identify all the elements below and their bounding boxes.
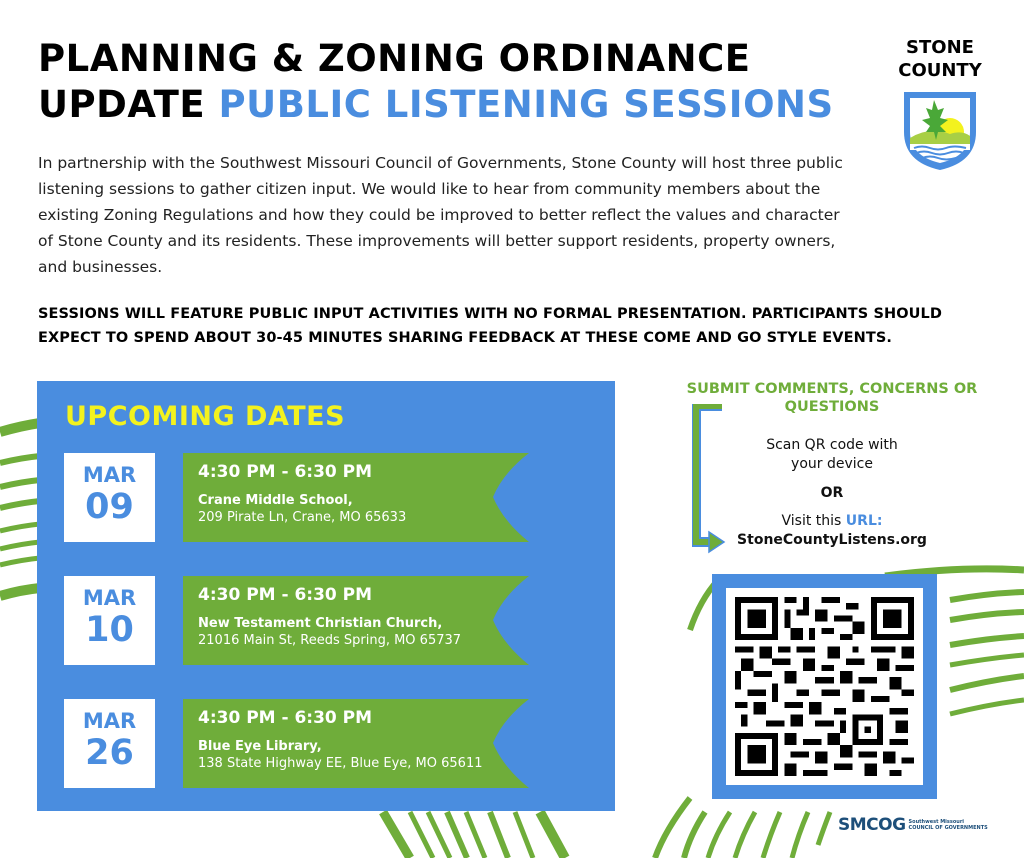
session-ribbon: [183, 576, 529, 665]
visit-text: Visit this: [781, 513, 846, 529]
county-shield-icon: [900, 90, 980, 172]
qr-code-area[interactable]: [726, 588, 923, 785]
submit-instructions: [664, 436, 1000, 550]
title-line-2-black: UPDATE: [38, 83, 219, 126]
sessions-notice: SESSIONS WILL FEATURE PUBLIC INPUT ACTIVITIES WITH NO FORMAL PRESENTATION. PARTICIPANTS SHOULD EXPECT TO SPEND ABOUT 30-45 MINUTES SHARING FEEDBACK AT THESE COME AND GO STYLE EVENTS.: [38, 306, 943, 346]
session-item: [37, 576, 615, 666]
smcog-wordmark: SMCOG: [838, 815, 906, 835]
upcoming-dates-panel: [37, 381, 615, 811]
intro-paragraph: In partnership with the Southwest Missouri Council of Governments, Stone County will host three public listening sessions to gather citizen input. We would like to hear from community members about the existing Zoning Regulations and how they could be improved to better reflect the values and character of Stone County and its residents. These improvements will better support residents, property owners, and businesses.: [38, 154, 843, 276]
submit-title: SUBMIT COMMENTS, CONCERNS OR QUESTIONS: [686, 381, 978, 415]
date-day: 09: [85, 487, 134, 527]
smcog-subtitle-line-1: Southwest Missouri: [908, 819, 965, 825]
session-address: 21016 Main St, Reeds Spring, MO 65737: [198, 633, 462, 648]
session-time: 4:30 PM - 6:30 PM: [198, 462, 373, 482]
date-month: MAR: [82, 709, 137, 733]
or-label: OR: [820, 485, 844, 501]
qr-code-icon[interactable]: [735, 597, 914, 776]
session-ribbon: [183, 453, 529, 542]
page-title: [38, 36, 834, 128]
smcog-logo: [838, 815, 988, 835]
session-venue: New Testament Christian Church,: [198, 616, 443, 631]
visit-line: [664, 512, 1000, 531]
logo-line-1: STONE: [906, 37, 974, 58]
smcog-subtitle: [909, 819, 988, 831]
date-badge: [64, 699, 155, 788]
date-badge: [64, 453, 155, 542]
scan-line-1: Scan QR code with: [766, 437, 898, 453]
session-venue: Blue Eye Library,: [198, 739, 322, 754]
date-day: 26: [85, 733, 134, 773]
date-badge: [64, 576, 155, 665]
session-ribbon: [183, 699, 529, 788]
session-item: [37, 453, 615, 543]
session-time: 4:30 PM - 6:30 PM: [198, 585, 373, 605]
website-link[interactable]: StoneCountyListens.org: [737, 532, 927, 548]
session-item: [37, 699, 615, 789]
title-line-2-blue: PUBLIC LISTENING SESSIONS: [218, 83, 834, 126]
session-time: 4:30 PM - 6:30 PM: [198, 708, 373, 728]
logo-line-2: COUNTY: [898, 60, 982, 81]
date-day: 10: [85, 610, 134, 650]
stone-county-logo: [885, 36, 995, 172]
scan-line-2: your device: [791, 456, 873, 472]
date-month: MAR: [82, 586, 137, 610]
qr-code-frame: [712, 574, 937, 799]
title-line-2: [38, 82, 834, 128]
date-month: MAR: [82, 463, 137, 487]
session-address: 138 State Highway EE, Blue Eye, MO 65611: [198, 756, 483, 771]
session-venue: Crane Middle School,: [198, 493, 353, 508]
title-line-1: PLANNING & ZONING ORDINANCE: [38, 37, 751, 80]
submit-comments-section: [664, 380, 1000, 548]
session-address: 209 Pirate Ln, Crane, MO 65633: [198, 510, 407, 525]
upcoming-dates-title: UPCOMING DATES: [65, 401, 346, 432]
url-label: URL:: [845, 513, 883, 529]
smcog-subtitle-line-2: COUNCIL OF GOVERNMENTS: [908, 825, 988, 831]
